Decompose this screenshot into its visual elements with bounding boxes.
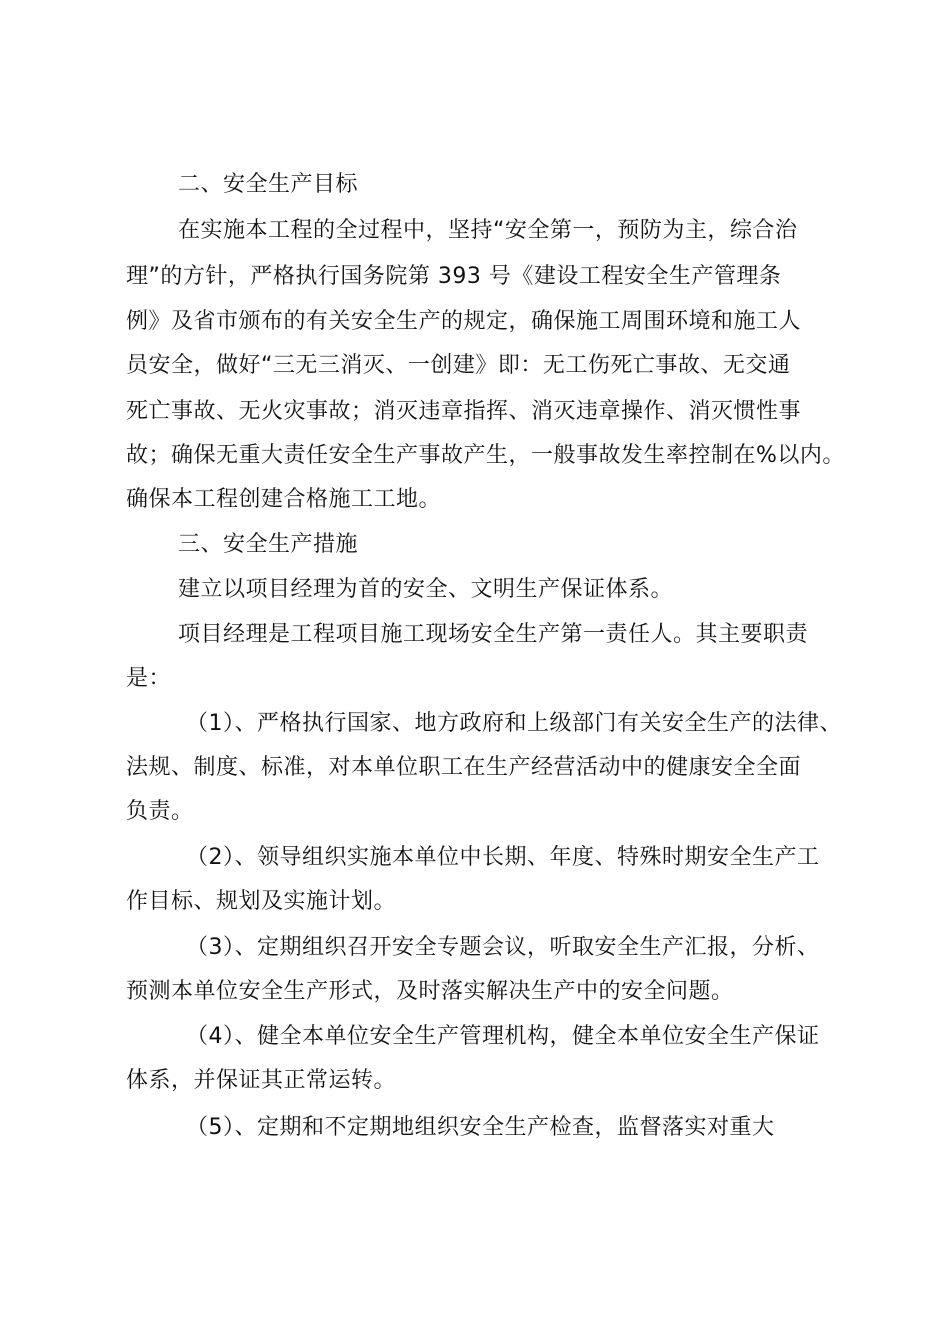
paragraph-line: 作目标、规划及实施计划。 [126, 889, 397, 914]
paragraph-line: 确保本工程创建合格施工工地。 [126, 487, 442, 512]
paragraph-line: 死亡事故、无火灾事故；消灭违章指挥、消灭违章操作、消灭惯性事 [126, 399, 802, 424]
list-item-3: （3）、定期组织召开安全专题会议，听取安全生产汇报，分析、 [186, 935, 820, 960]
list-item-4: （4）、健全本单位安全生产管理机构，健全本单位安全生产保证 [186, 1024, 820, 1049]
paragraph-line: 在实施本工程的全过程中，坚持“安全第一，预防为主，综合治 [178, 218, 798, 243]
section-heading-safety-goal: 二、安全生产目标 [178, 172, 359, 197]
paragraph-line: 法规、制度、标准，对本单位职工在生产经营活动中的健康安全全面 [126, 755, 802, 780]
list-item-5: （5）、定期和不定期地组织安全生产检查，监督落实对重大 [186, 1115, 775, 1140]
paragraph-line: 故；确保无重大责任安全生产事故产生，一般事故发生率控制在%以内。 [126, 443, 845, 468]
list-item-1: （1）、严格执行国家、地方政府和上级部门有关安全生产的法律、 [186, 711, 842, 736]
paragraph-line: 例》及省市颁布的有关安全生产的规定，确保施工周围环境和施工人 [126, 309, 802, 334]
paragraph-line: 建立以项目经理为首的安全、文明生产保证体系。 [178, 577, 674, 602]
paragraph-line: 体系，并保证其正常运转。 [126, 1068, 397, 1093]
list-item-2: （2）、领导组织实施本单位中长期、年度、特殊时期安全生产工 [186, 845, 820, 870]
paragraph-line: 预测本单位安全生产形式，及时落实解决生产中的安全问题。 [126, 979, 734, 1004]
paragraph-line: 项目经理是工程项目施工现场安全生产第一责任人。其主要职责 [178, 622, 809, 647]
paragraph-line: 员安全，做好“三无三消灭、一创建》即：无工伤死亡事故、无交通 [126, 353, 791, 378]
paragraph-line: 理”的方针，严格执行国务院第 393 号《建设工程安全生产管理条 [126, 264, 782, 289]
section-heading-safety-measures: 三、安全生产措施 [178, 532, 359, 557]
paragraph-line: 负责。 [126, 799, 194, 824]
paragraph-line: 是： [126, 666, 172, 691]
